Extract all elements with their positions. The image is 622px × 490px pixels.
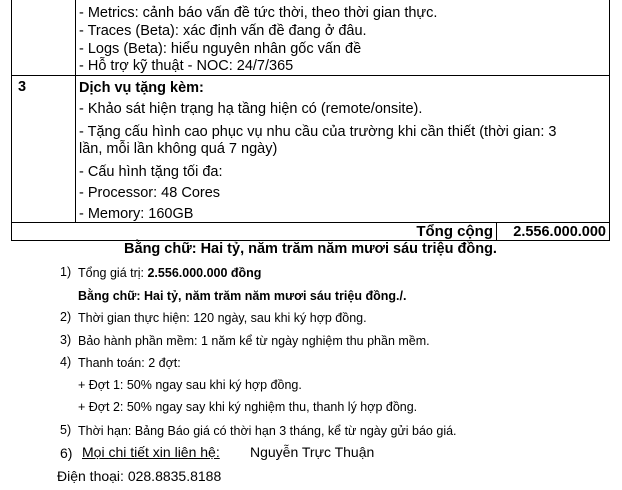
feature-logs: - Logs (Beta): hiểu nguyên nhân gốc vấn đề	[79, 41, 362, 57]
contact-phone: Điện thoại: 028.8835.8188	[57, 468, 222, 484]
gift-processor: - Processor: 48 Cores	[79, 185, 221, 201]
gift-memory: - Memory: 160GB	[79, 206, 194, 222]
note-total-value: 2.556.000.000 đồng	[147, 266, 262, 280]
gift-survey: - Khảo sát hiện trạng hạ tầng hiện có (remote/onsite).	[79, 101, 423, 117]
note-validity: Thời hạn: Bảng Báo giá có thời hạn 3 tháng, kể từ ngày gửi báo giá.	[78, 424, 457, 438]
note-payment-1: + Đợt 1: 50% ngay sau khi ký hợp đồng.	[78, 378, 302, 392]
table-border-left	[11, 0, 12, 240]
total-label: Tổng cộng	[416, 223, 493, 240]
feature-traces: - Traces (Beta): xác định vấn đề đang ở đâu.	[79, 23, 367, 39]
note-number: 1)	[60, 265, 72, 279]
note-number: 3)	[60, 333, 72, 347]
note-number: 4)	[60, 355, 72, 369]
note-total	[78, 265, 261, 281]
note-number: 5)	[60, 423, 72, 437]
note-duration: Thời gian thực hiện: 120 ngày, sau khi ký hợp đồng.	[78, 311, 367, 325]
gift-max: - Cấu hình tặng tối đa:	[79, 164, 223, 180]
total-value: 2.556.000.000	[513, 224, 606, 240]
feature-metrics: - Metrics: cảnh báo vấn đề tức thời, theo thời gian thực.	[79, 5, 438, 21]
contact-name: Nguyễn Trực Thuận	[250, 444, 375, 460]
note-payment: Thanh toán: 2 đợt:	[78, 356, 181, 370]
total-divider	[496, 222, 497, 240]
contact-label: Mọi chi tiết xin liên hệ:	[82, 444, 220, 460]
row-heading: Dịch vụ tặng kèm:	[79, 80, 204, 96]
row-index: 3	[18, 79, 27, 95]
table-border-right	[609, 0, 610, 240]
gift-config-cont: lần, mỗi lần không quá 7 ngày)	[79, 141, 278, 157]
quotation-table	[11, 0, 610, 258]
amount-in-words: Bằng chữ: Hai tỷ, năm trăm năm mươi sáu triệu đồng.	[124, 241, 497, 257]
table-column-divider	[75, 0, 76, 222]
note-total-words: Bằng chữ: Hai tỷ, năm trăm năm mươi sáu triệu đồng./.	[78, 289, 407, 303]
note-warranty: Bảo hành phần mềm: 1 năm kể từ ngày nghiệm thu phần mềm.	[78, 334, 430, 348]
note-number: 6)	[60, 445, 73, 461]
feature-noc: - Hỗ trợ kỹ thuật - NOC: 24/7/365	[79, 58, 294, 74]
gift-config: - Tặng cấu hình cao phục vụ nhu cầu của trường khi cần thiết (thời gian: 3	[79, 124, 557, 140]
note-payment-2: + Đợt 2: 50% ngay say khi ký nghiệm thu, thanh lý hợp đồng.	[78, 400, 418, 414]
note-number: 2)	[60, 310, 72, 324]
note-total-prefix: Tổng giá trị:	[78, 266, 148, 280]
